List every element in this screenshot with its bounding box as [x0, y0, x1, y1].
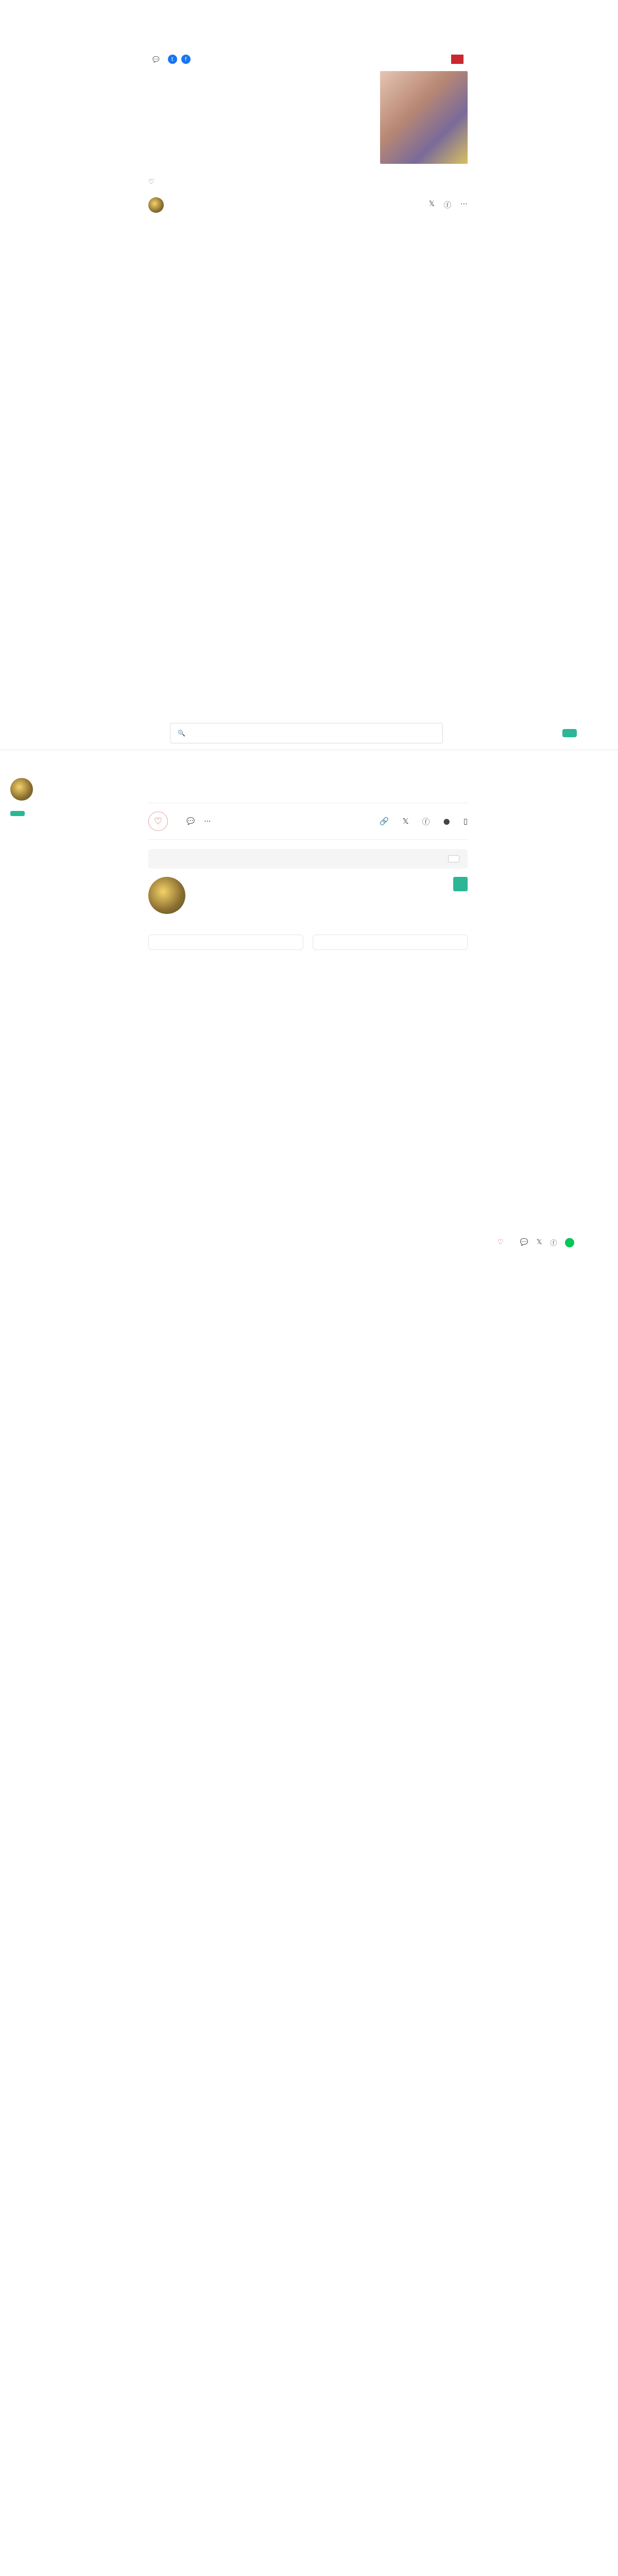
- more-icon[interactable]: ⋯: [460, 200, 468, 208]
- search-box[interactable]: [170, 723, 443, 743]
- facebook-share-icon[interactable]: ⓕ: [422, 817, 430, 826]
- article-likes[interactable]: [148, 178, 468, 186]
- author-row: [148, 197, 468, 213]
- publisher-logo-icon: [451, 55, 464, 64]
- embedded-news: [148, 46, 468, 239]
- search-icon: 🔍: [178, 729, 185, 737]
- article-body-main: [148, 789, 468, 971]
- creator-follow-button[interactable]: [453, 877, 468, 891]
- avatar[interactable]: [148, 877, 185, 914]
- site-header: [0, 716, 618, 750]
- follow-button[interactable]: [10, 811, 25, 816]
- embed-text: [148, 71, 370, 164]
- prev-article[interactable]: [148, 935, 303, 950]
- comment-icon[interactable]: 💬: [520, 1239, 528, 1246]
- signup-button[interactable]: [562, 729, 577, 737]
- embed-meta: [148, 55, 468, 64]
- prev-next-nav: [148, 935, 468, 950]
- author-info[interactable]: [148, 197, 169, 213]
- floating-action-bar: [497, 1238, 574, 1247]
- x-share-icon[interactable]: 𝕏: [402, 817, 409, 826]
- comment-icon[interactable]: 💬: [152, 56, 160, 63]
- facebook-share-icon[interactable]: ⓕ: [444, 201, 451, 210]
- line-share-icon[interactable]: [565, 1238, 574, 1247]
- facebook-share-icon[interactable]: f: [181, 55, 191, 64]
- comment-icon[interactable]: 💬: [186, 817, 195, 825]
- support-button[interactable]: [448, 855, 459, 862]
- sidebar: [10, 773, 77, 818]
- x-share-icon[interactable]: 𝕏: [428, 200, 435, 208]
- support-box: [148, 849, 468, 869]
- share-icons: [429, 200, 468, 210]
- bookmark-icon[interactable]: ▯: [463, 817, 468, 826]
- next-article[interactable]: [313, 935, 468, 950]
- creator-card: [148, 877, 468, 914]
- heart-icon[interactable]: ♡: [497, 1239, 504, 1246]
- facebook-share-icon[interactable]: ⓕ: [550, 1240, 557, 1247]
- action-bar: [148, 803, 468, 840]
- embed-photo[interactable]: [380, 71, 468, 164]
- heart-icon[interactable]: ♡: [148, 811, 168, 831]
- x-share-icon[interactable]: 𝕏: [536, 1239, 542, 1246]
- sidebar-profile[interactable]: [10, 778, 77, 801]
- avatar[interactable]: [148, 197, 164, 213]
- more-icon[interactable]: ⋯: [204, 817, 211, 825]
- embed-body: [148, 71, 468, 164]
- heart-icon[interactable]: ♡: [148, 178, 154, 186]
- link-icon[interactable]: 🔗: [379, 817, 389, 826]
- publisher[interactable]: [451, 55, 468, 64]
- line-share-icon[interactable]: ●: [443, 817, 450, 826]
- twitter-share-icon[interactable]: t: [168, 55, 177, 64]
- avatar[interactable]: [10, 778, 33, 801]
